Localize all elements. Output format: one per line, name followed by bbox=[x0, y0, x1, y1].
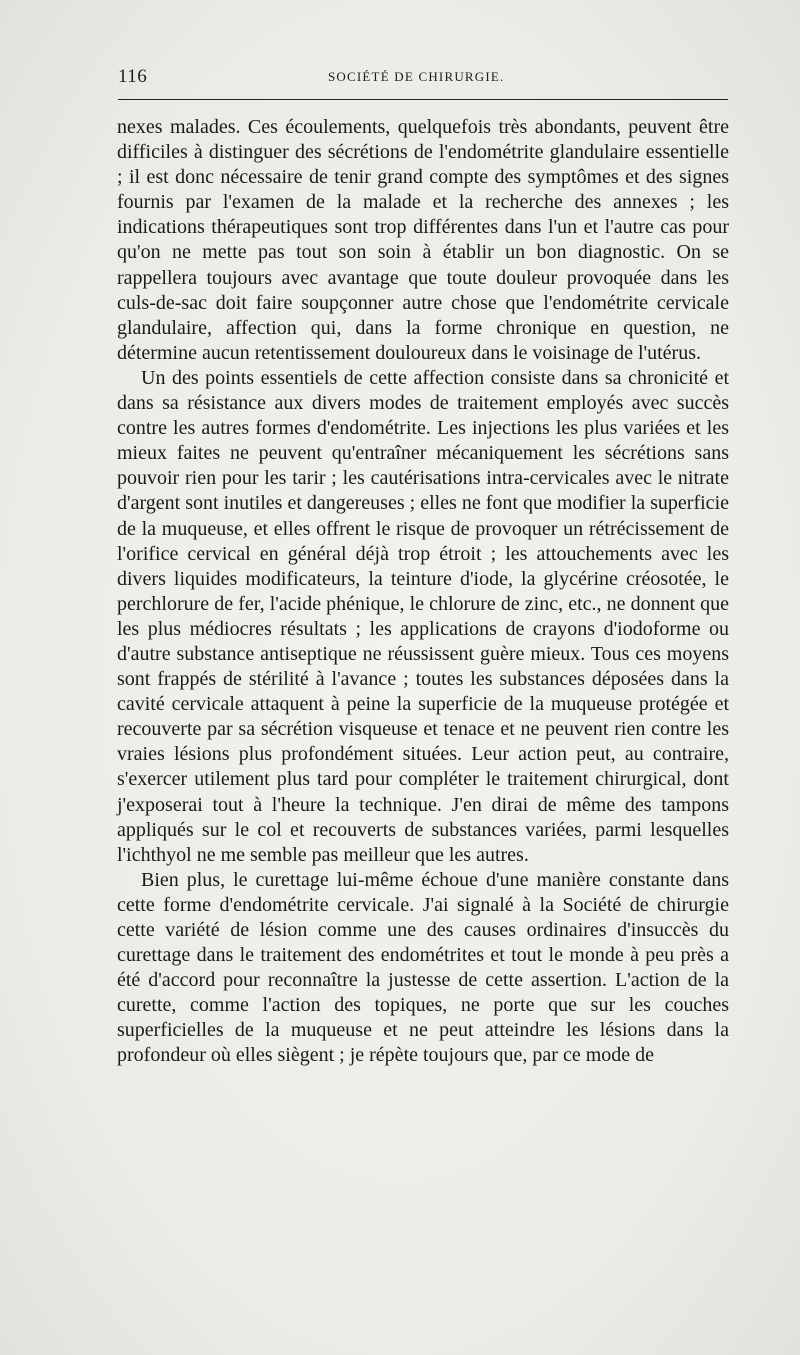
paragraph-continuation: nexes malades. Ces écoulements, quelquefois très abondants, peuvent être difficiles à distinguer des sécrétions de l'endométrite glandulaire essentielle ; il est donc nécessaire de tenir grand compte des symptômes et des signes fournis par l'examen de la malade et la recherche des annexes ; les indications thérapeutiques sont trop différentes dans l'un et l'autre cas pour qu'on ne mette pas tout son soin à établir un bon diagnostic. On se rappellera toujours avec avantage que toute douleur provoquée dans les culs-de-sac doit faire soupçonner autre chose que l'endométrite cervicale glandulaire, affection qui, dans la forme chronique en question, ne détermine aucun retentissement douloureux dans le voisinage de l'utérus. bbox=[117, 116, 729, 364]
body-text bbox=[117, 115, 729, 1069]
page-number: 116 bbox=[118, 66, 148, 87]
paragraph-chronicity: Un des points essentiels de cette affection consiste dans sa chronicité et dans sa résistance aux divers modes de traitement employés avec succès contre les autres formes d'endométrite. Les injections les plus variées et les mieux faites ne peuvent qu'entraîner mécaniquement les sécrétions sans pouvoir rien pour les tarir ; les cautérisations intra-cervicales avec le nitrate d'argent sont inutiles et dangereuses ; elles ne font que modifier la superficie de la muqueuse, et elles offrent le risque de provoquer un rétrécissement de l'orifice cervical en général déjà trop étroit ; les attouchements avec les divers liquides modificateurs, la teinture d'iode, la glycérine créosotée, le perchlorure de fer, l'acide phénique, le chlorure de zinc, etc., ne donnent que les plus médiocres résultats ; les applications de crayons d'iodoforme ou d'autre substance antiseptique ne réussissent guère mieux. Tous ces moyens sont frappés de stérilité à l'avance ; toutes les substances déposées dans la cavité cervicale attaquent à peine la superficie de la muqueuse protégée et recouverte par sa sécrétion visqueuse et tenace et ne peuvent rien contre les vraies lésions plus profondément situées. Leur action peut, au contraire, s'exercer utilement plus tard pour compléter le traitement chirurgical, dont j'exposerai tout à l'heure la technique. J'en dirai de même des tampons appliqués sur le col et recouverts de substances variées, parmi lesquelles l'ichthyol ne me semble pas meilleur que les autres. bbox=[117, 366, 729, 866]
paragraph-curettage: Bien plus, le curettage lui-même échoue d'une manière constante dans cette forme d'endométrite cervicale. J'ai signalé à la Société de chirurgie cette variété de lésion comme une des causes ordinaires d'insuccès du curettage dans le traitement des endométrites et tout le monde à peu près a été d'accord pour reconnaître la justesse de cette assertion. L'action de la curette, comme l'action des topiques, ne porte que sur les couches superficielles de la muqueuse et ne peut atteindre les lésions dans la profondeur où elles siègent ; je répète toujours que, par ce mode de bbox=[117, 868, 729, 1067]
header-rule bbox=[118, 99, 728, 100]
running-head: SOCIÉTÉ DE CHIRURGIE. bbox=[328, 69, 505, 84]
page-header bbox=[118, 66, 728, 90]
